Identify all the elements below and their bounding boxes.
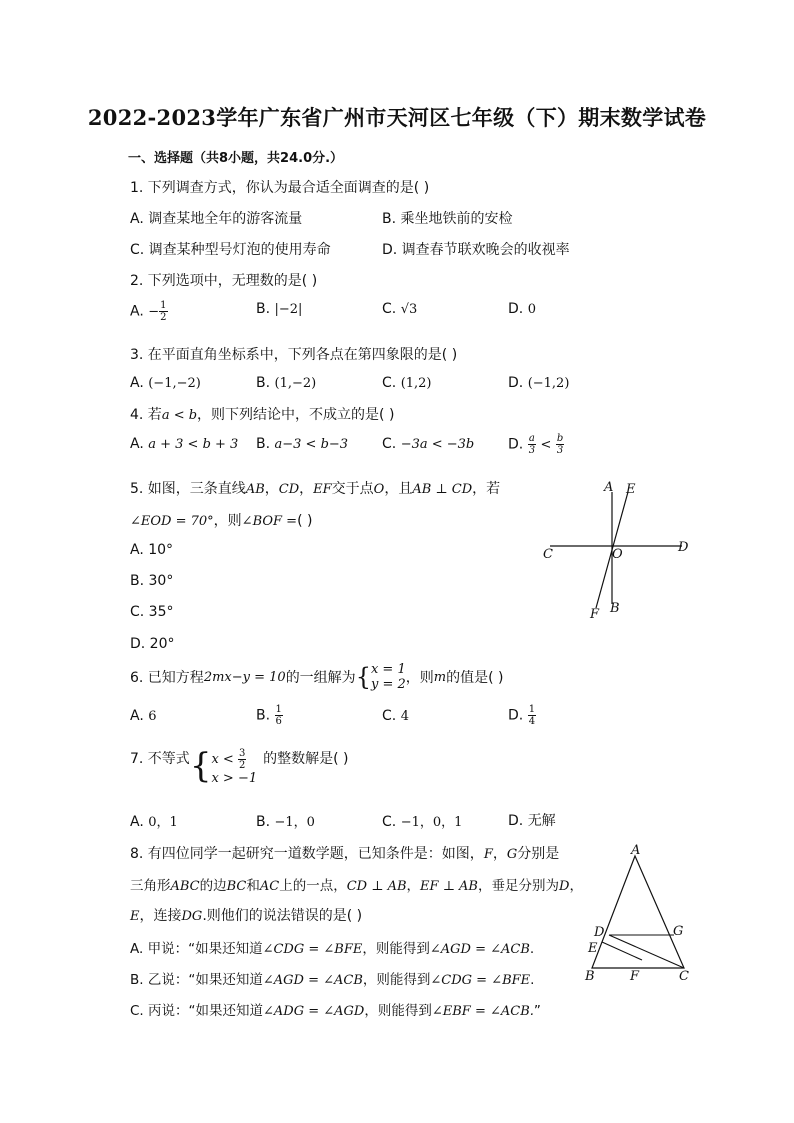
q8-l2-a: 三角形 xyxy=(130,878,171,894)
q7-row-1-fraction xyxy=(238,748,246,771)
q8-l2-m5: EF ⊥ AB xyxy=(420,879,478,894)
q6-post-1: ，则 xyxy=(405,670,434,686)
label-a: A xyxy=(631,843,641,858)
q4-stem-math: a < b xyxy=(161,408,198,423)
q5-l2-m1: ∠EOD = 70° xyxy=(130,514,214,529)
q2-a-sign: − xyxy=(148,304,160,320)
q6-option-c[interactable] xyxy=(382,708,409,724)
q6-c-value: 4 xyxy=(400,709,409,724)
q8-line-1 xyxy=(130,843,559,863)
q8-a-math-1: ∠CDG = ∠BFE xyxy=(262,942,363,957)
q5-l1-m4: O xyxy=(373,482,385,497)
q5-l1-m5: AB ⊥ CD xyxy=(412,482,473,497)
q4-d-num-2: b xyxy=(556,433,564,444)
q8-c-math-2: ∠EBF = ∠ACB. xyxy=(431,1004,534,1019)
q2-c-value: √3 xyxy=(400,302,418,317)
q8-line-3 xyxy=(130,905,362,925)
q3-option-c[interactable] xyxy=(382,375,432,391)
q5-l2-m2: ∠BOF = xyxy=(241,514,298,529)
q3-option-a[interactable] xyxy=(130,375,201,391)
q5-l1-m3: EF xyxy=(313,482,332,497)
label-b: B xyxy=(610,601,620,616)
q5-l1-m2: CD xyxy=(278,482,300,497)
q7-a-value: 0，1 xyxy=(148,815,178,830)
label-g: G xyxy=(673,924,684,939)
q7-option-c[interactable] xyxy=(382,811,462,830)
q4-c-label: C. xyxy=(382,436,397,452)
q3-stem: 3. 在平面直角坐标系中，下列各点在第四象限的是( ) xyxy=(130,347,458,363)
label-o: O xyxy=(612,547,623,562)
q4-d-label: D. xyxy=(508,436,524,453)
q6-equation: 2mx−y = 10 xyxy=(203,669,286,685)
q8-a-text-2: ，则能得到 xyxy=(362,941,430,957)
q2-a-denominator: 2 xyxy=(160,312,167,323)
q8-option-b[interactable] xyxy=(130,968,534,988)
q1-option-c[interactable]: C. 调查某种型号灯泡的使用寿命 xyxy=(130,242,331,258)
page-title: 2022-2023学年广东省广州市天河区七年级（下）期末数学试卷 xyxy=(87,105,707,130)
q6-a-value: 6 xyxy=(148,709,157,724)
q4-d-frac-2 xyxy=(556,433,564,456)
q7-d-label: D. xyxy=(508,813,524,829)
q8-l2-g: ， xyxy=(569,878,583,894)
label-c: C xyxy=(543,547,553,562)
q7-brace: { xyxy=(189,746,212,786)
q6-stem xyxy=(130,660,503,694)
q8-b-math-1: ∠AGD = ∠ACB xyxy=(262,973,363,988)
q3-d-value: (−1,2) xyxy=(527,376,570,391)
q4-d-frac-1 xyxy=(528,433,536,456)
label-d: D xyxy=(594,925,605,940)
q2-b-value: |−2| xyxy=(274,302,303,317)
q7-system xyxy=(211,748,257,786)
q8-l3-b: .则他们的说法错误的是( ) xyxy=(202,908,363,924)
label-f: F xyxy=(590,607,600,622)
q1-stem: 1. 下列调查方式，你认为最合适全面调查的是( ) xyxy=(130,180,430,196)
q8-l1-a: 8. 有四位同学一起研究一道数学题，已知条件是：如图， xyxy=(130,846,484,862)
q7-b-value: −1，0 xyxy=(274,815,315,830)
q8-c-text-1: C. 丙说：“如果还知道 xyxy=(130,1003,264,1019)
q5-l1-c: ， xyxy=(299,481,314,497)
q3-b-label: B. xyxy=(256,375,271,391)
segment-ef xyxy=(602,942,642,960)
q5-l2-a: ，则 xyxy=(213,513,242,529)
q5-l1-f: ，若 xyxy=(472,481,501,497)
q8-c-text-3: ” xyxy=(533,1003,541,1019)
q4-b-value: a−3 < b−3 xyxy=(274,437,349,452)
q2-b-label: B. xyxy=(256,301,271,317)
q4-d-num-1: a xyxy=(528,433,535,444)
q5-option-b[interactable]: B. 30° xyxy=(130,573,174,589)
label-f: F xyxy=(630,969,640,984)
q5-l1-b: ， xyxy=(264,481,279,497)
q5-option-c[interactable]: C. 35° xyxy=(130,604,174,620)
q7-num: 3 xyxy=(238,748,246,759)
q7-post: 的整数解是( ) xyxy=(263,751,349,767)
label-e: E xyxy=(588,941,598,956)
q6-system xyxy=(371,662,406,692)
q6-b-fraction xyxy=(275,704,283,727)
q7-option-b[interactable] xyxy=(256,811,315,830)
q3-c-label: C. xyxy=(382,375,397,391)
q8-option-c[interactable] xyxy=(130,999,541,1019)
q6-var-m: m xyxy=(433,669,447,685)
q6-c-label: C. xyxy=(382,708,397,724)
q6-pre: 6. 已知方程 xyxy=(130,670,204,686)
q4-stem-pre: 4. 若 xyxy=(130,407,162,423)
q4-b-label: B. xyxy=(256,436,271,452)
q8-l2-d: 上的一点， xyxy=(279,878,347,894)
q4-stem-post: ，则下列结论中，不成立的是( ) xyxy=(197,407,395,423)
label-e: E xyxy=(626,482,636,497)
q5-option-a[interactable]: A. 10° xyxy=(130,542,174,558)
q7-c-label: C. xyxy=(382,814,397,830)
q3-option-d[interactable] xyxy=(508,375,569,391)
q3-a-value: (−1,−2) xyxy=(148,376,201,391)
q8-l1-c: 分别是 xyxy=(517,846,560,862)
q6-row-2: y = 2 xyxy=(370,677,406,692)
q5-l1-d: 交于点 xyxy=(331,481,374,497)
q6-d-den: 4 xyxy=(528,716,536,727)
q8-c-math-1: ∠ADG = ∠AGD xyxy=(263,1004,365,1019)
q8-l2-e: ， xyxy=(406,878,421,894)
q8-b-math-2: ∠CDG = ∠BFE xyxy=(430,973,531,988)
q8-c-text-2: ，则能得到 xyxy=(364,1003,432,1019)
q2-option-d[interactable] xyxy=(508,301,536,317)
q8-l2-f: ，垂足分别为 xyxy=(478,878,559,894)
q8-l1-b: ， xyxy=(492,846,507,862)
q4-a-value: a + 3 < b + 3 xyxy=(148,437,239,452)
q1-option-d[interactable]: D. 调查春节联欢晚会的收视率 xyxy=(382,242,570,258)
q8-l3-m1: E xyxy=(130,909,140,924)
q1-option-b[interactable]: B. 乘坐地铁前的安检 xyxy=(382,211,513,227)
q6-d-num: 1 xyxy=(528,704,536,715)
q4-option-c[interactable] xyxy=(382,436,474,452)
q2-option-b[interactable] xyxy=(256,301,302,317)
q5-line-1 xyxy=(130,478,500,498)
q4-option-a[interactable] xyxy=(130,436,238,452)
q7-row-1-text: x < xyxy=(211,752,234,767)
q8-b-text-3: . xyxy=(530,972,535,988)
q7-option-d[interactable] xyxy=(508,810,556,830)
q4-stem xyxy=(130,404,394,424)
q6-option-a[interactable] xyxy=(130,708,157,724)
label-d: D xyxy=(678,540,689,555)
q8-b-text-2: ，则能得到 xyxy=(362,972,431,988)
q7-b-label: B. xyxy=(256,814,271,830)
segment-cd xyxy=(609,935,684,968)
q8-l3-a: ，连接 xyxy=(139,908,182,924)
q8-l2-m3: AC xyxy=(259,879,280,894)
q2-a-label: A. xyxy=(130,303,144,320)
q6-mid: 的一组解为 xyxy=(285,670,356,686)
q7-d-value: 无解 xyxy=(527,813,556,829)
q4-d-den-2: 3 xyxy=(556,445,564,456)
q8-l2-m4: CD ⊥ AB xyxy=(346,879,407,894)
q8-a-math-2: ∠AGD = ∠ACB xyxy=(429,942,530,957)
q6-row-1: x = 1 xyxy=(370,662,406,677)
q4-option-b[interactable] xyxy=(256,436,348,452)
q5-option-d[interactable]: D. 20° xyxy=(130,636,175,652)
q2-option-a[interactable] xyxy=(130,300,168,323)
q2-option-c[interactable] xyxy=(382,301,417,317)
triangle-abc xyxy=(592,856,684,968)
q7-pre: 7. 不等式 xyxy=(130,751,190,767)
q4-d-den-1: 3 xyxy=(528,445,536,456)
q2-a-fraction xyxy=(159,300,167,323)
q4-option-d[interactable] xyxy=(508,433,564,456)
section-heading: 一、选择题（共8小题，共24.0分.） xyxy=(128,151,344,166)
q7-row-2: x > −1 xyxy=(211,771,258,786)
label-b: B xyxy=(585,969,595,984)
q7-c-value: −1，0，1 xyxy=(400,815,463,830)
q6-b-den: 6 xyxy=(275,716,282,727)
q8-b-text-1: B. 乙说：“如果还知道 xyxy=(130,972,263,988)
q6-a-label: A. xyxy=(130,708,144,724)
q6-d-label: D. xyxy=(508,707,524,724)
q4-c-value: −3a < −3b xyxy=(400,437,475,452)
q4-a-label: A. xyxy=(130,436,144,452)
q5-l2-b: ( ) xyxy=(297,513,313,529)
q6-b-label: B. xyxy=(256,707,271,724)
label-a: A xyxy=(604,480,614,495)
q7-a-label: A. xyxy=(130,814,144,830)
label-c: C xyxy=(679,969,689,984)
q8-option-a[interactable] xyxy=(130,937,534,957)
q7-row-1 xyxy=(211,748,257,771)
q2-d-value: 0 xyxy=(527,302,536,317)
q6-option-b[interactable] xyxy=(256,704,283,727)
q2-a-numerator: 1 xyxy=(160,300,167,311)
q8-a-text-1: A. 甲说：“如果还知道 xyxy=(130,941,263,957)
q5-figure xyxy=(536,476,696,626)
q8-l1-m2: G xyxy=(506,847,518,862)
q7-stem xyxy=(130,746,348,790)
q4-d-operator: < xyxy=(540,437,552,453)
q3-option-b[interactable] xyxy=(256,375,316,391)
q5-l1-m1: AB xyxy=(245,482,265,497)
q3-c-value: (1,2) xyxy=(400,376,432,391)
q2-c-label: C. xyxy=(382,301,397,317)
q8-l2-m2: BC xyxy=(226,879,247,894)
q5-line-2 xyxy=(130,510,312,530)
q8-l2-m6: D xyxy=(559,879,570,894)
q3-d-label: D. xyxy=(508,375,524,391)
q6-post-2: 的值是( ) xyxy=(446,670,504,686)
q2-d-label: D. xyxy=(508,301,524,317)
q2-stem: 2. 下列选项中，无理数的是( ) xyxy=(130,273,318,289)
q7-den: 2 xyxy=(238,760,246,771)
q1-option-a[interactable]: A. 调查某地全年的游客流量 xyxy=(130,211,303,227)
q6-d-fraction xyxy=(528,704,536,727)
q8-figure xyxy=(578,840,698,990)
q5-l1-e: ，且 xyxy=(384,481,413,497)
q7-option-a[interactable] xyxy=(130,811,178,830)
q6-option-d[interactable] xyxy=(508,704,536,727)
q8-a-text-3: . xyxy=(529,941,535,957)
q8-l1-m1: F xyxy=(483,847,493,862)
q8-l2-c: 和 xyxy=(246,878,260,894)
q8-l2-b: 的边 xyxy=(199,878,227,894)
q3-b-value: (1,−2) xyxy=(274,376,317,391)
q6-b-num: 1 xyxy=(275,704,282,715)
q8-l2-m1: ABC xyxy=(170,879,200,894)
q5-l1-a: 5. 如图，三条直线 xyxy=(130,481,246,497)
q8-l3-m2: DG xyxy=(181,909,203,924)
q3-a-label: A. xyxy=(130,375,144,391)
q8-line-2 xyxy=(130,874,583,894)
q6-brace: { xyxy=(355,663,371,691)
